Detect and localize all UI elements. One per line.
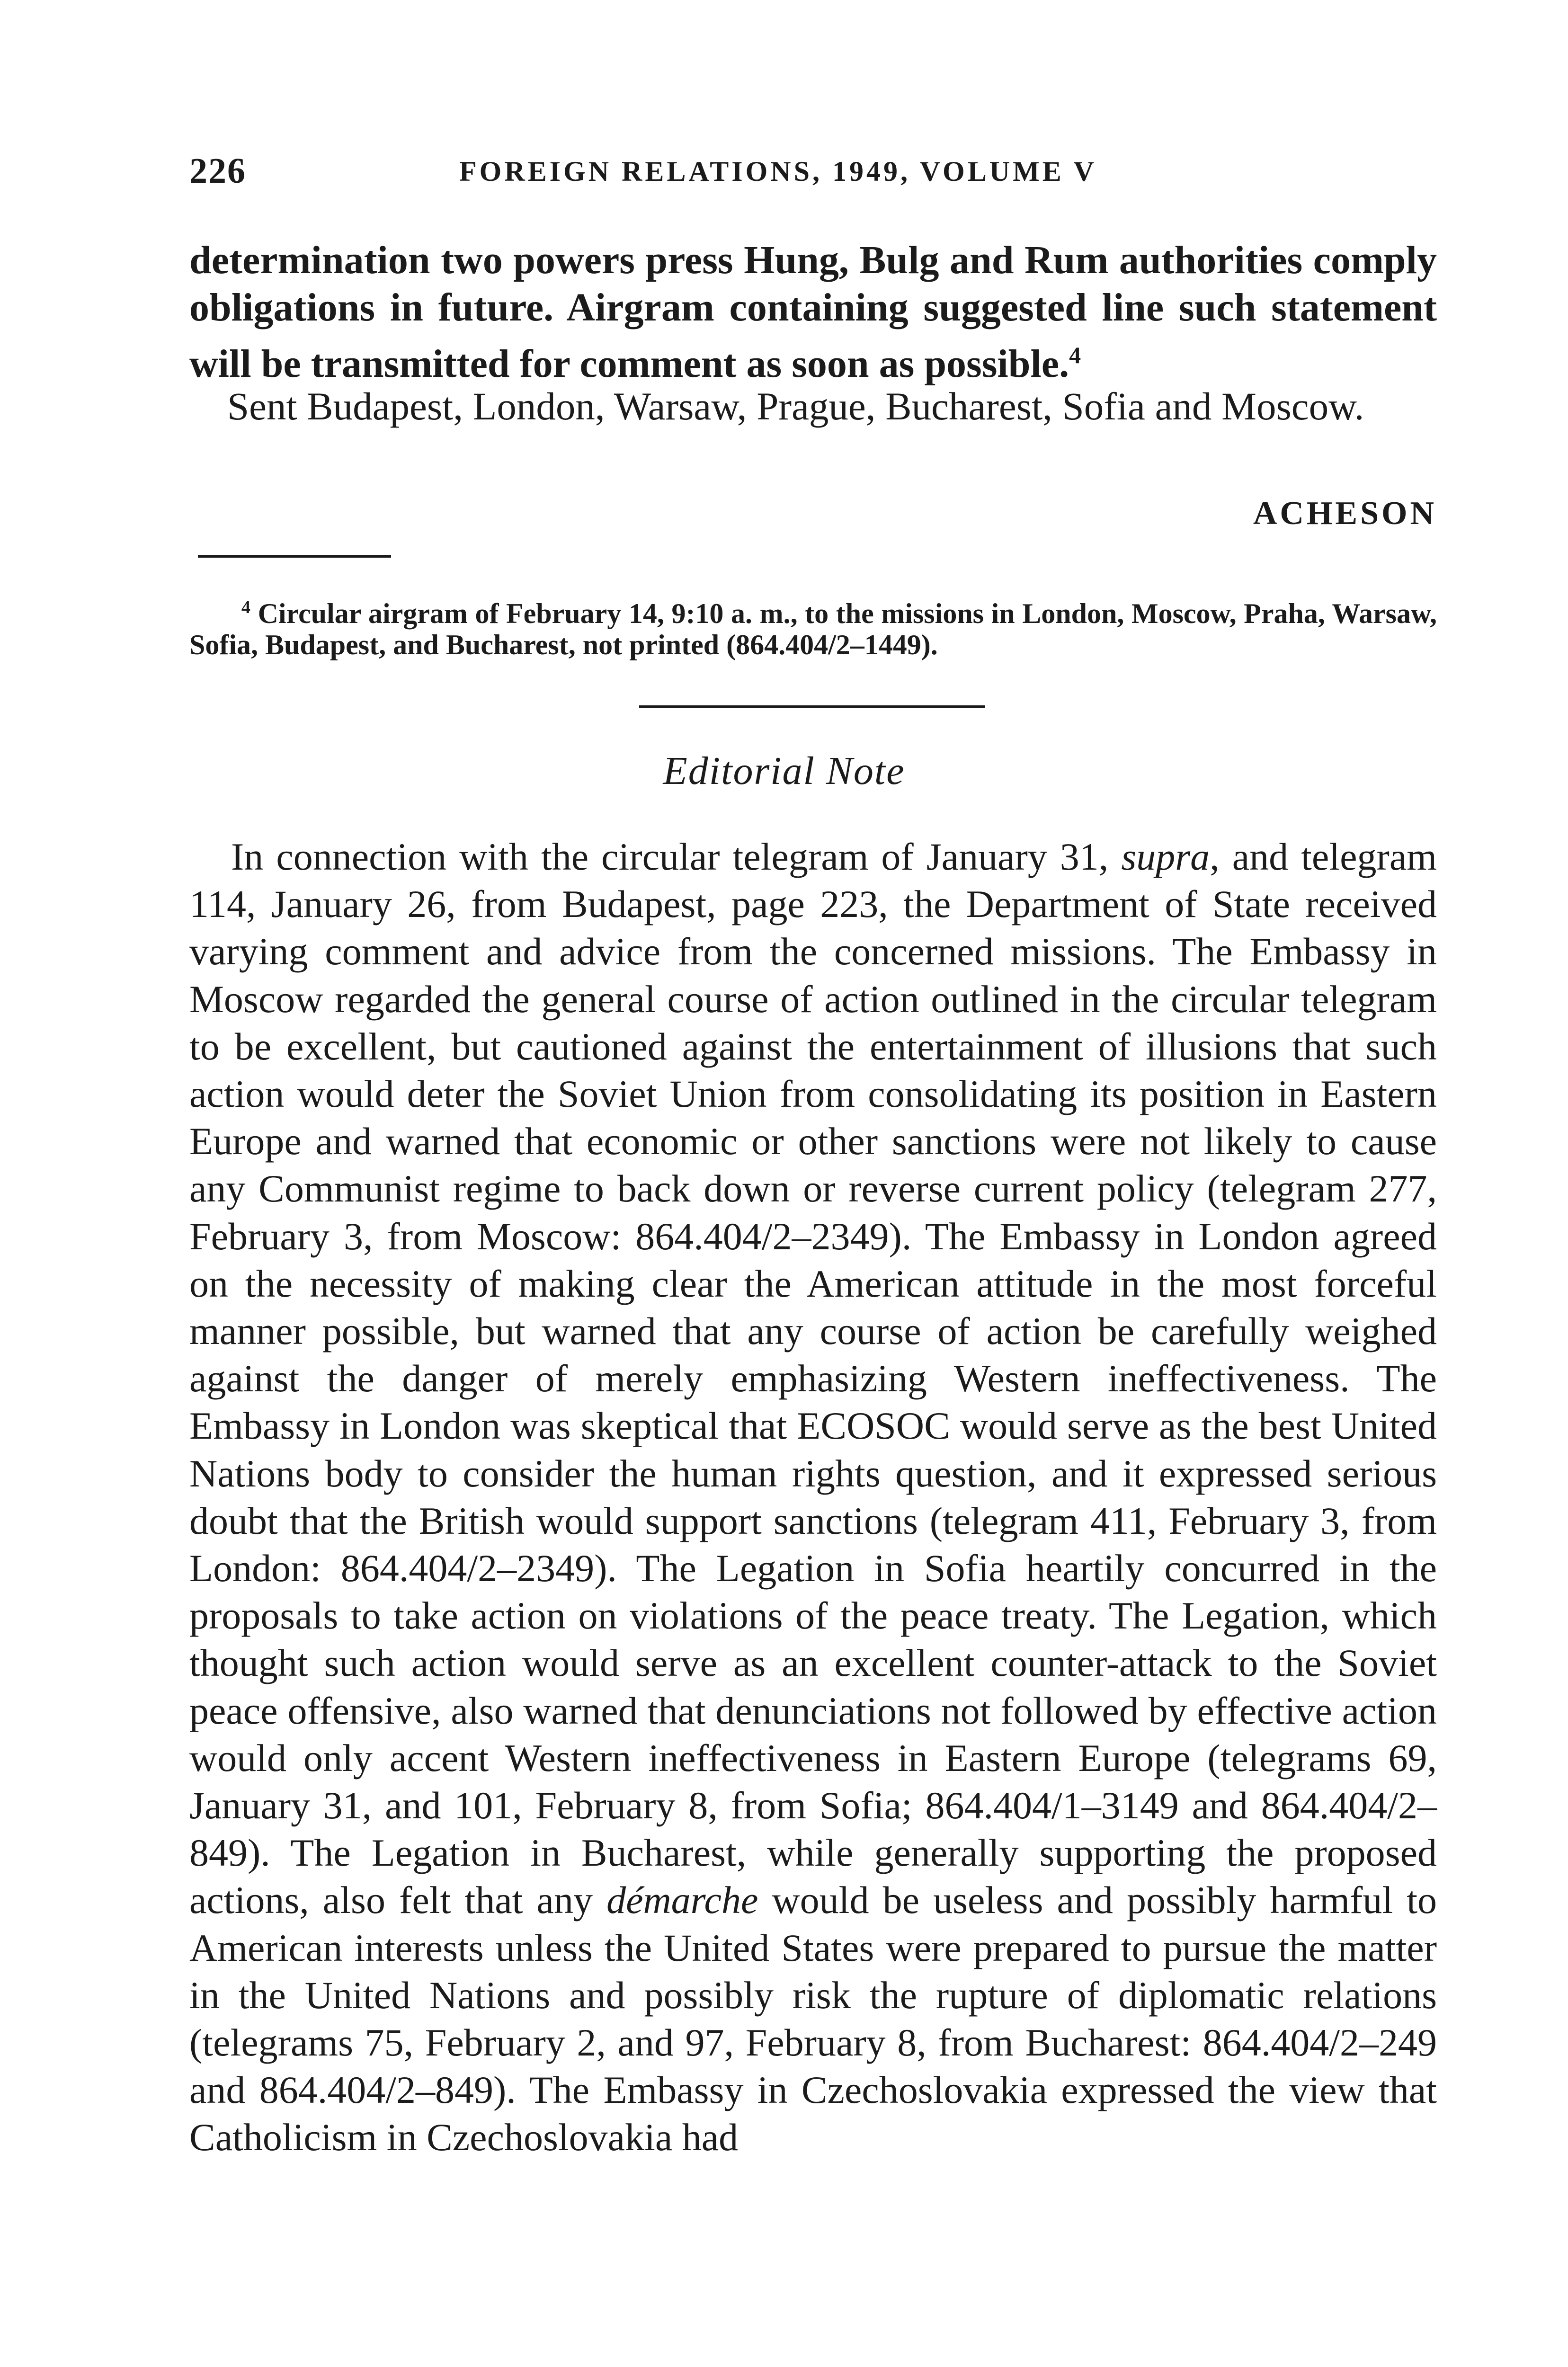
sent-text: Sent Budapest, London, Warsaw, Prague, Bucharest, Sofia and Moscow.: [227, 384, 1364, 428]
section-divider: [639, 705, 985, 708]
footnote-marker: 4: [241, 597, 250, 617]
editorial-text-part1: In connection with the circular telegram of January 31,: [231, 835, 1122, 878]
section-heading: Editorial Note: [663, 749, 905, 793]
footnote-divider: [198, 555, 391, 558]
demarche-term: démarche: [606, 1878, 758, 1922]
continuation-paragraph: [189, 237, 1437, 388]
supra-term: supra: [1121, 835, 1210, 878]
continuation-text: determination two powers press Hung, Bulg and Rum authorities comply obligations in future. Airgram containing suggested line such statement will be transmitted for comment as soon as possible.: [189, 238, 1437, 386]
running-title: FOREIGN RELATIONS, 1949, VOLUME V: [459, 156, 1097, 187]
editorial-text-part3: would be useless and possibly harmful to American interests unless the United States were prepared to pursue the matter in the United Nations and possibly risk the rupture of diplomatic relations (telegrams 75, February 2, and 97, February 8, from Bucharest: 864.404/2–249 and 864.404/2–849). The Embassy in Czechoslovakia expressed the view that Catholicism in Czechoslovakia had: [189, 1878, 1437, 2159]
footnote: [189, 592, 1437, 660]
footnote-reference: 4: [1069, 342, 1081, 368]
footnote-text: Circular airgram of February 14, 9:10 a. m., to the missions in London, Moscow, Praha, Warsaw, Sofia, Budapest, and Bucharest, not printed (864.404/2–1449).: [189, 598, 1437, 660]
editorial-text-part2: , and telegram 114, January 26, from Budapest, page 223, the Department of State received varying comment and advice from the concerned missions. The Embassy in Moscow regarded the general course of action outlined in the circular telegram to be excellent, but cautioned against the entertainment of illusions that such action would deter the Soviet Union from consolidating its position in Eastern Europe and warned that economic or other sanctions were not likely to cause any Communist regime to back down or reverse current policy (telegram 277, February 3, from Moscow: 864.404/2–2349). The Embassy in London agreed on the necessity of making clear the American attitude in the most forceful manner possible, but warned that any course of action be carefully weighed against the danger of merely emphasizing Western ineffectiveness. The Embassy in London was skeptical that ECOSOC would serve as the best United Nations body to consider the human rights question, and it expressed serious doubt that the British would support sanctions (telegram 411, February 3, from London: 864.404/2–2349). The Legation in Sofia heartily concurred in the proposals to take action on violations of the peace treaty. The Legation, which thought such action would serve as an excellent counter-attack to the Soviet peace offensive, also warned that denunciations not followed by effective action would only accent Western ineffectiveness in Eastern Europe (telegrams 69, January 31, and 101, February 8, from Sofia; 864.404/1–3149 and 864.404/2–849). The Legation in Bucharest, while generally supporting the proposed actions, also felt that any: [189, 835, 1437, 1922]
sent-paragraph: [189, 383, 1437, 430]
editorial-note-paragraph: [189, 833, 1437, 2162]
page-number: 226: [189, 151, 246, 191]
page-header: [189, 151, 1437, 198]
signature: ACHESON: [1253, 495, 1437, 532]
